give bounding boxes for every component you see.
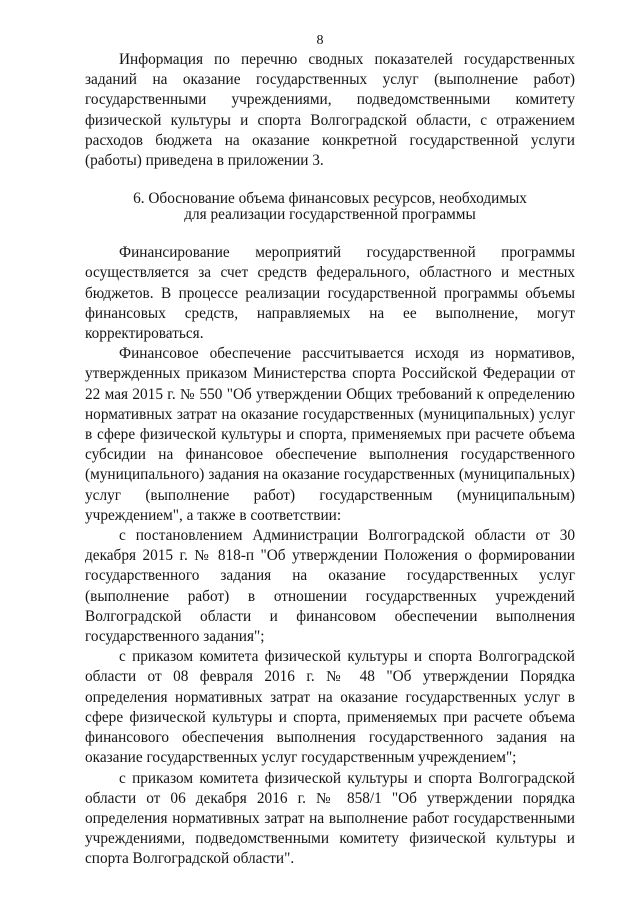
intro-paragraph: Информация по перечню сводных показателей государственных заданий на оказание государственных услуг (выполнение работ) государственными учреждениями, подведомственными комитету физической культуры и спорта Волгоградской области, с отражением расходов бюджета на оказание конкретной государственной услуги (работы) приведена в приложении 3. — [85, 51, 575, 170]
section-heading — [85, 191, 575, 223]
document-body — [85, 50, 575, 870]
resolution-818p-paragraph: с постановлением Администрации Волгоградской области от 30 декабря 2015 г. № 818-п "Об утверждении Положения о формировании государственного задания на оказание государственных услуг (выполнение работ) в отношении государственных учреждений Волгоградской области и финансовом обеспечении выполнения государственного задания"; — [85, 527, 575, 646]
financing-paragraph: Финансирование мероприятий государственной программы осуществляется за счет средств федерального, областного и местных бюджетов. В процессе реализации государственной программы объемы финансовых средств, направляемых на ее выполнение, могут корректироваться. — [85, 244, 575, 343]
section-heading-line-2: для реализации государственной программы — [184, 206, 476, 224]
order-858-paragraph: с приказом комитета физической культуры и спорта Волгоградской области от 06 декабря 2016 г. № 858/1 "Об утверждении порядка определения нормативных затрат на выполнение работ государственными учреждениями, подведомственными комитету физической культуры и спорта Волгоградской области". — [85, 769, 575, 868]
page-number: 8 — [316, 33, 324, 48]
order-48-paragraph: с приказом комитета физической культуры и спорта Волгоградской области от 08 февраля 2016 г. № 48 "Об утверждении Порядка определения нормативных затрат на оказание государственных услуг в сфере физической культуры и спорта, применяемых при расчете объема финансового обеспечения выполнения государственного задания на оказание государственных услуг государственным учреждением"; — [85, 648, 575, 767]
section-heading-line-1: 6. Обоснование объема финансовых ресурсов, необходимых — [133, 190, 527, 208]
financial-support-paragraph: Финансовое обеспечение рассчитывается исходя из нормативов, утвержденных приказом Министерства спорта Российской Федерации от 22 мая 2015 г. № 550 "Об утверждении Общих требований к определению нормативных затрат на оказание государственных (муниципальных) услуг в сфере физической культуры и спорта, применяемых при расчете объема субсидии на финансовое обеспечение выполнения государственного (муниципального) задания на оказание государственных (муниципальных) услуг (выполнение работ) государственным (муниципальным) учреждением", а также в соответствии: — [85, 345, 575, 524]
